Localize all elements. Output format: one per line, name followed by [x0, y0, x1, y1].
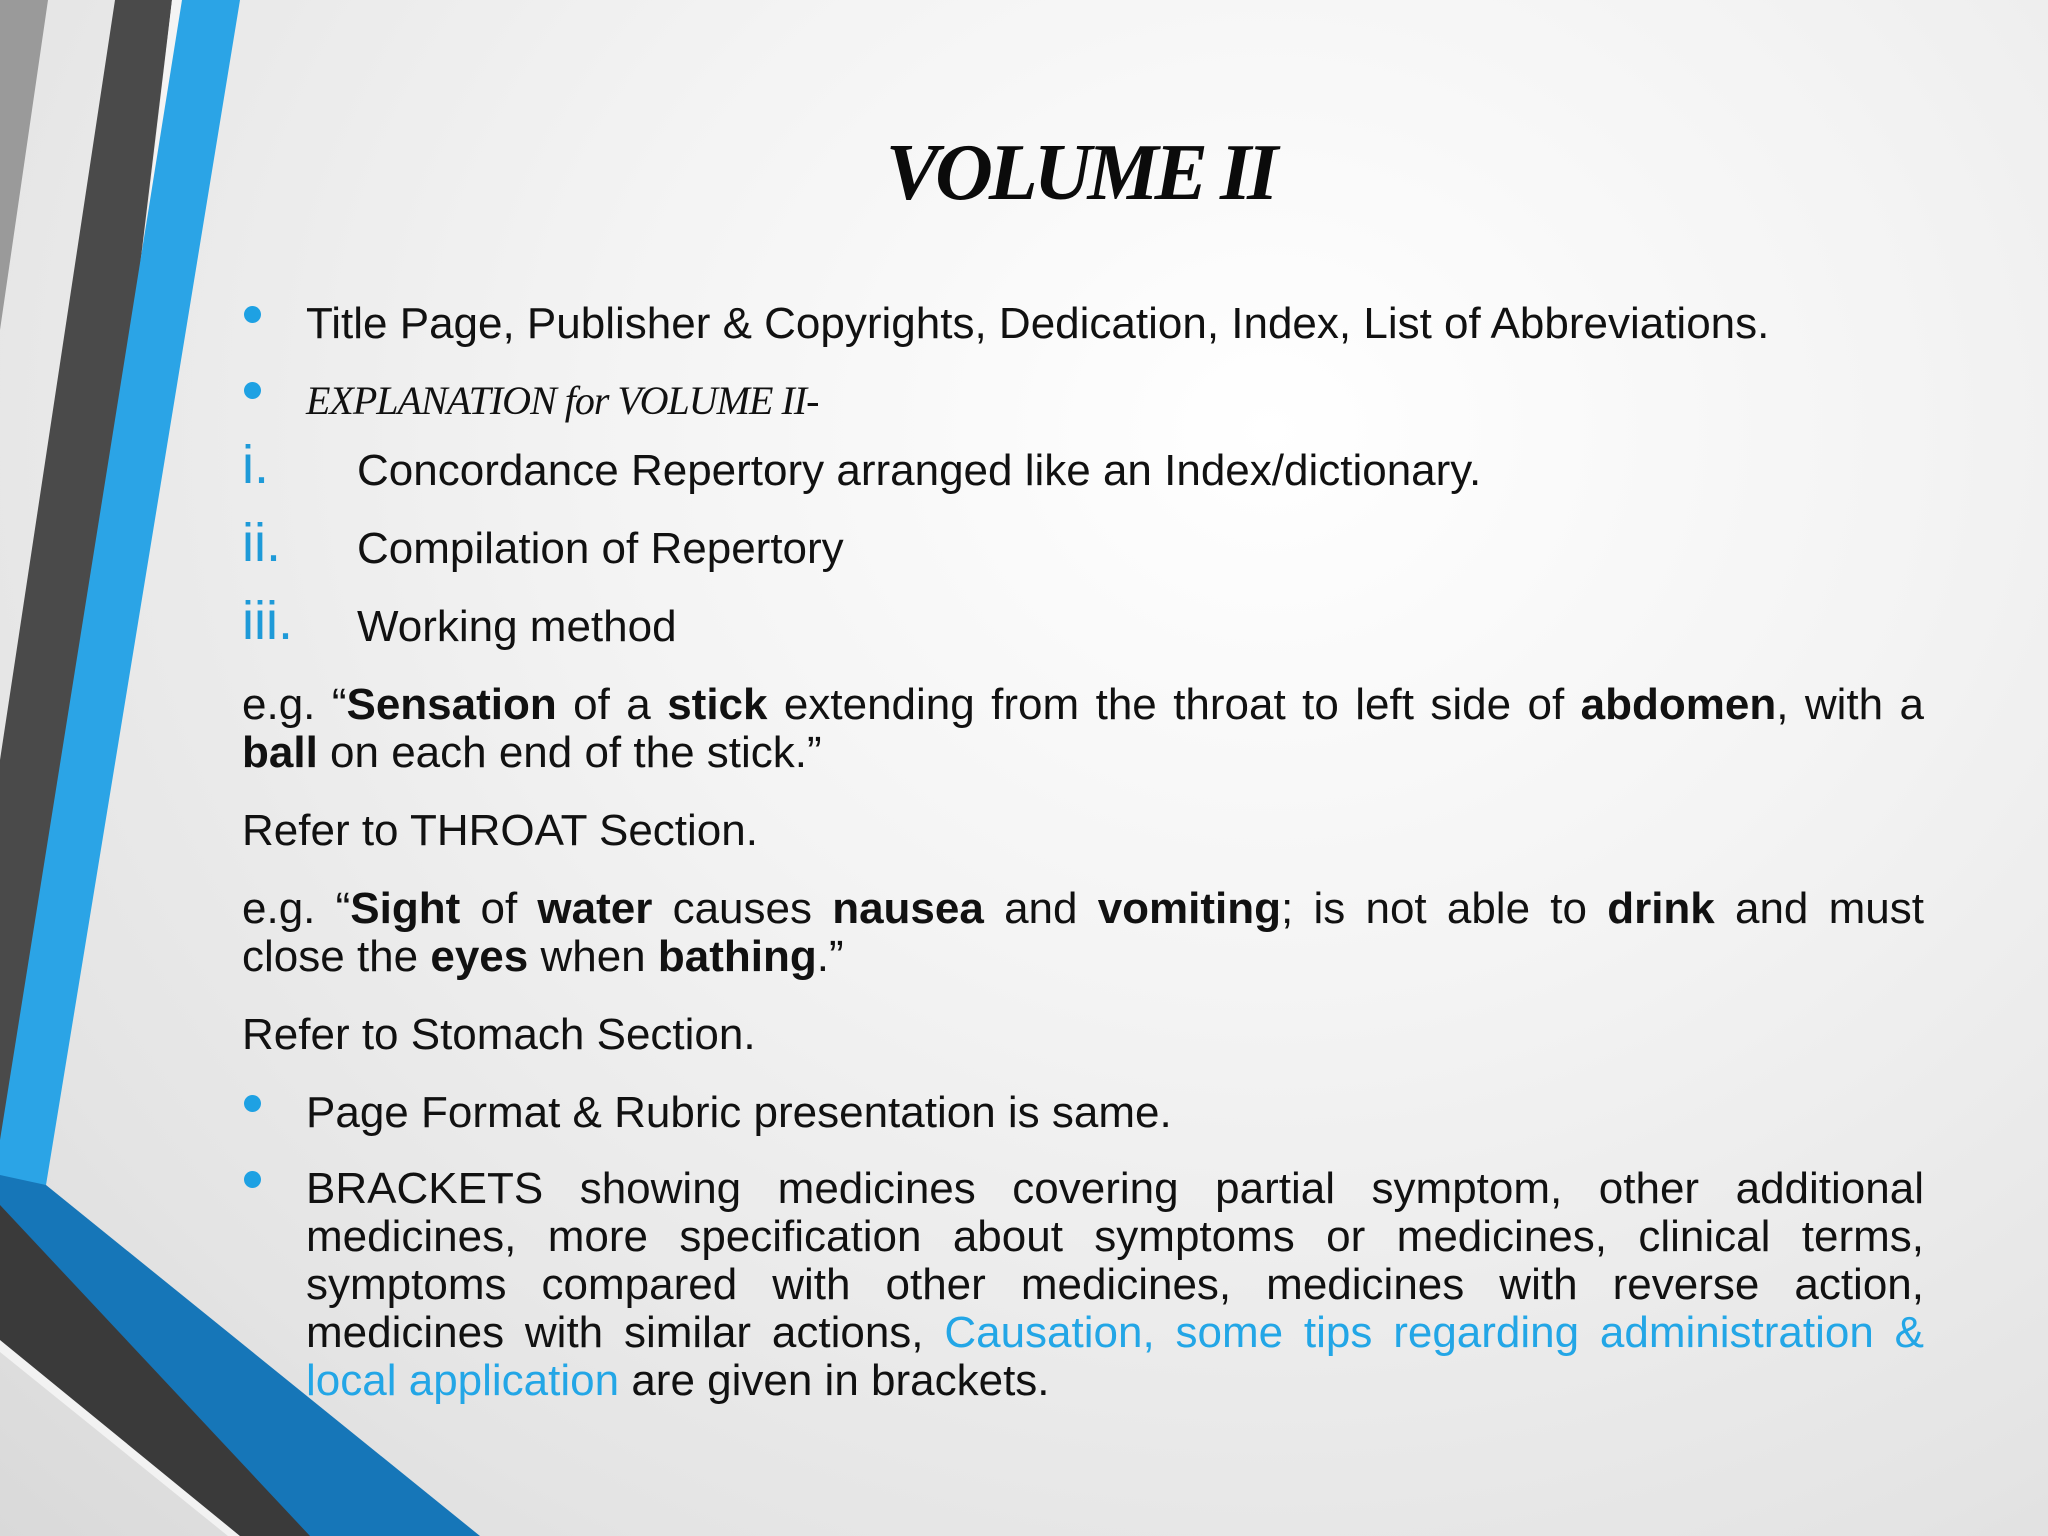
bullet-text: Title Page, Publisher & Copyrights, Dedication, Index, List of Abbreviations.: [306, 299, 1770, 348]
example-keyword: vomiting: [1097, 884, 1282, 933]
example-throat: [242, 681, 1924, 777]
bullet-text: BRACKETS showing medicines covering partial symptom, other additional medicines, more specification about symptoms or medicines, clinical terms, symptoms compared with other medicines, medicines with reverse action, medicines with similar actions,: [306, 1164, 1924, 1357]
example-text: and: [983, 884, 1098, 933]
roman-numeral: i.: [242, 435, 269, 495]
example-keyword: bathing: [657, 932, 817, 981]
example-keyword: abdomen: [1580, 680, 1777, 729]
example-keyword: eyes: [430, 932, 529, 981]
refer-throat: Refer to THROAT Section.: [242, 806, 758, 855]
example-keyword: stick: [667, 680, 768, 729]
example-keyword: Sight: [350, 884, 461, 933]
example-keyword: Sensation: [346, 680, 557, 729]
bullet-item-front-matter: [242, 300, 1924, 348]
roman-item-text: Working method: [357, 602, 677, 651]
explanation-heading: EXPLANATION for VOLUME II-: [306, 378, 819, 423]
example-text: causes: [652, 884, 833, 933]
bullet-item-page-format: [242, 1089, 1924, 1137]
highlighted-text: Causation, some tips regarding administration & local application: [306, 1308, 1925, 1405]
roman-item-text: Concordance Repertory arranged like an Index/dictionary.: [357, 446, 1482, 495]
example-keyword: water: [537, 884, 653, 933]
bullet-dot-icon: [244, 382, 261, 399]
example-text: extending from the throat to left side of: [767, 680, 1581, 729]
roman-item-text: Compilation of Repertory: [357, 524, 844, 573]
example-text: when: [528, 932, 658, 981]
example-text: .”: [816, 932, 844, 981]
roman-list-item: [242, 513, 1924, 573]
slide-title: VOLUME II: [885, 129, 1275, 217]
example-text: , with a: [1776, 680, 1925, 729]
example-text: ; is not able to: [1281, 884, 1608, 933]
example-keyword: drink: [1607, 884, 1715, 933]
slide-body: [242, 300, 1924, 1433]
example-text: on each end of the stick.”: [317, 728, 822, 777]
example-keyword: ball: [242, 728, 318, 777]
bullet-item-brackets: [242, 1165, 1924, 1405]
refer-stomach: Refer to Stomach Section.: [242, 1010, 756, 1059]
roman-numeral: iii.: [242, 591, 293, 651]
roman-numeral: ii.: [242, 513, 281, 573]
dark-stripe-left: [0, 0, 48, 330]
example-text: e.g. “: [242, 884, 351, 933]
roman-list-item: [242, 591, 1924, 651]
example-text: of: [460, 884, 538, 933]
bullet-text-tail: are given in brackets.: [619, 1356, 1050, 1405]
example-text: and must close the: [242, 884, 1924, 981]
bullet-dot-icon: [244, 1171, 261, 1188]
example-text: of a: [556, 680, 668, 729]
bullet-dot-icon: [244, 1095, 261, 1112]
roman-list-item: [242, 435, 1924, 495]
bullet-text: Page Format & Rubric presentation is same.: [306, 1088, 1172, 1137]
example-keyword: nausea: [832, 884, 984, 933]
bullet-dot-icon: [244, 306, 261, 323]
bullet-item-explanation: [242, 376, 1924, 425]
example-text: e.g. “: [242, 680, 347, 729]
example-stomach: [242, 885, 1924, 981]
